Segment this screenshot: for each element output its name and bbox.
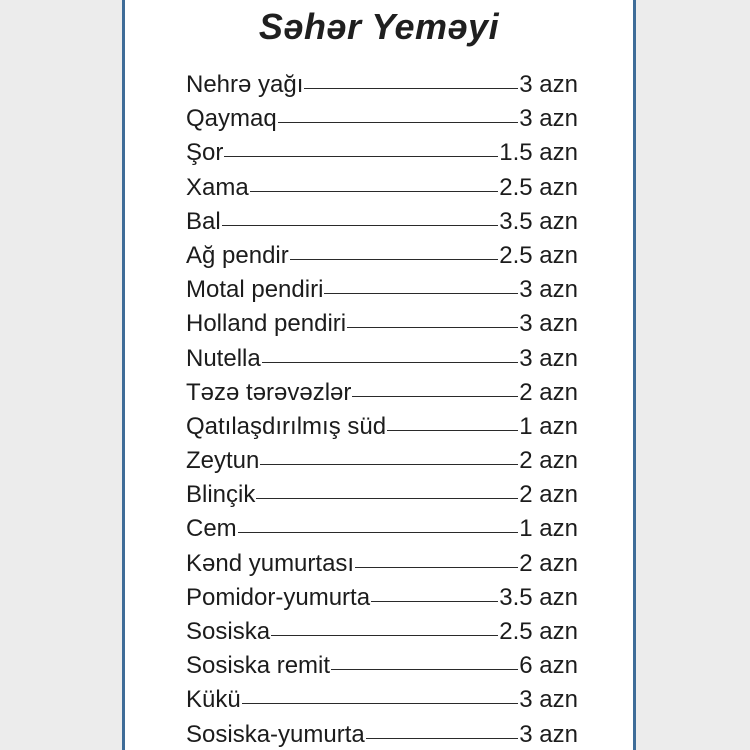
menu-item bbox=[186, 652, 578, 686]
leader-line bbox=[324, 293, 518, 294]
leader-line bbox=[366, 738, 519, 739]
item-name: Təzə tərəvəzlər bbox=[186, 378, 352, 406]
item-name: Şor bbox=[186, 139, 224, 167]
item-price: 3 azn bbox=[519, 276, 578, 304]
menu-item bbox=[186, 550, 578, 584]
left-background bbox=[0, 0, 122, 750]
item-name: Cem bbox=[186, 515, 237, 543]
leader-line bbox=[331, 669, 518, 670]
item-name: Zeytun bbox=[186, 447, 260, 475]
item-price: 3 azn bbox=[519, 720, 578, 748]
item-price: 3 azn bbox=[519, 310, 578, 338]
item-name: Kənd yumurtası bbox=[186, 549, 355, 577]
item-price: 3 azn bbox=[519, 344, 578, 372]
item-price: 1 azn bbox=[519, 515, 578, 543]
item-name: Nehrə yağı bbox=[186, 71, 304, 98]
leader-line bbox=[352, 396, 518, 397]
item-name: Pomidor-yumurta bbox=[186, 583, 371, 611]
item-price: 2 azn bbox=[519, 378, 578, 406]
leader-line bbox=[387, 430, 518, 431]
leader-line bbox=[242, 703, 519, 704]
item-name: Ağ pendir bbox=[186, 241, 289, 269]
item-name: Bal bbox=[186, 207, 221, 235]
menu-item bbox=[186, 71, 578, 105]
menu-item bbox=[186, 447, 578, 481]
menu-item bbox=[186, 481, 578, 515]
item-price: 3.5 azn bbox=[499, 583, 578, 611]
item-price: 1.5 azn bbox=[499, 139, 578, 167]
menu-item bbox=[186, 345, 578, 379]
leader-line bbox=[250, 191, 499, 192]
item-name: Motal pendiri bbox=[186, 276, 324, 304]
leader-line bbox=[224, 156, 498, 157]
item-name: Qatılaşdırılmış süd bbox=[186, 412, 387, 440]
menu-item bbox=[186, 276, 578, 310]
item-price: 2.5 azn bbox=[499, 241, 578, 269]
item-name: Xama bbox=[186, 173, 249, 201]
leader-line bbox=[355, 567, 518, 568]
menu-item bbox=[186, 721, 578, 750]
leader-line bbox=[290, 259, 499, 260]
item-price: 2.5 azn bbox=[499, 618, 578, 645]
menu-item bbox=[186, 139, 578, 173]
item-price: 1 azn bbox=[519, 412, 578, 440]
menu-item bbox=[186, 618, 578, 652]
leader-line bbox=[238, 532, 519, 533]
leader-line bbox=[304, 88, 518, 89]
item-price: 3 azn bbox=[519, 686, 578, 714]
menu-item bbox=[186, 584, 578, 618]
item-price: 2 azn bbox=[519, 447, 578, 475]
leader-line bbox=[278, 122, 519, 123]
menu-item bbox=[186, 208, 578, 242]
menu-title: Səhər Yeməyi bbox=[258, 6, 500, 47]
menu-item bbox=[186, 379, 578, 413]
leader-line bbox=[271, 635, 498, 636]
item-name: Sosiska-yumurta bbox=[186, 720, 365, 748]
right-background bbox=[636, 0, 750, 750]
item-name: Kükü bbox=[186, 686, 241, 714]
menu-item bbox=[186, 413, 578, 447]
leader-line bbox=[347, 327, 518, 328]
leader-line bbox=[262, 362, 519, 363]
menu-item bbox=[186, 310, 578, 344]
leader-line bbox=[222, 225, 499, 226]
leader-line bbox=[260, 464, 518, 465]
item-name: Qaymaq bbox=[186, 105, 277, 133]
item-price: 2 azn bbox=[519, 549, 578, 577]
leader-line bbox=[256, 498, 518, 499]
item-name: Holland pendiri bbox=[186, 310, 347, 338]
menu-item bbox=[186, 515, 578, 549]
leader-line bbox=[371, 601, 498, 602]
menu-item bbox=[186, 242, 578, 276]
item-price: 3 azn bbox=[519, 71, 578, 98]
menu-item bbox=[186, 174, 578, 208]
item-price: 3 azn bbox=[519, 105, 578, 133]
menu-item bbox=[186, 105, 578, 139]
item-name: Sosiska bbox=[186, 618, 271, 645]
menu-panel bbox=[122, 0, 636, 750]
menu-item bbox=[186, 686, 578, 720]
item-price: 2 azn bbox=[519, 481, 578, 509]
item-name: Blinçik bbox=[186, 481, 256, 509]
item-price: 3.5 azn bbox=[499, 207, 578, 235]
menu-list bbox=[186, 71, 578, 750]
item-name: Sosiska remit bbox=[186, 652, 331, 680]
item-price: 6 azn bbox=[519, 652, 578, 680]
item-price: 2.5 azn bbox=[499, 173, 578, 201]
item-name: Nutella bbox=[186, 344, 261, 372]
